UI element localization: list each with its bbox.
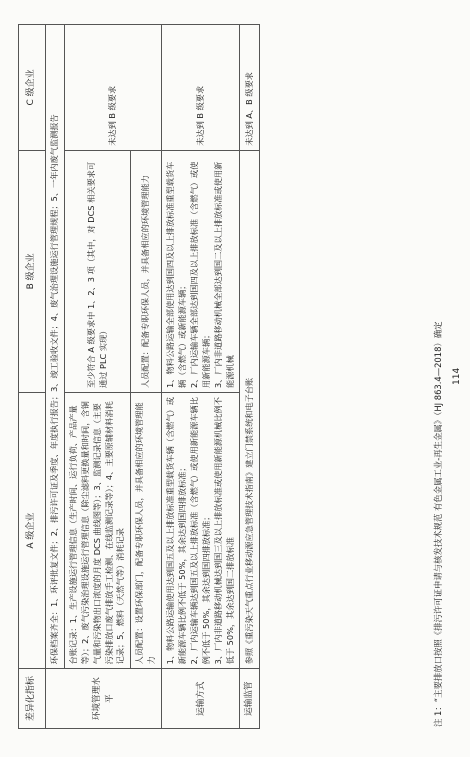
row-label-transport: 运输方式 [162,669,240,729]
cell-transport-c: 未达到 B 级要求 [162,25,240,151]
cell-supervision-c: 未达到 A、B 级要求 [240,25,259,151]
cell-ledger-a: 台账记录：1、生产设施运行管理信息（生产时间、运行负荷、产品产量等）；2、废气污染治理设施运行管理信息（除尘滤料更换量和时间，含铜气量和污染物出口浓度的月度 DCS 曲线图等）；3、监测记录信息（主要污染排放口废气排放手工检测、在线监测记录等）；4、主要原辅材料消耗记录；5、燃料（天然气等）消耗记录 [64,392,130,668]
table-header-row [19,25,46,729]
header-grade-b: B 级企业 [19,150,46,392]
row-label-supervision: 运输监管 [240,669,259,729]
comparison-table [18,24,260,729]
row-label-env-mgmt: 环境管理水平 [46,669,162,729]
cell-archive: 环保档案齐全：1、环评批复文件；2、排污许可证及季度、年度执行报告；3、竣工验收文件；4、废气治理设施运行管理规程；5、一年内废气监测报告 [46,25,65,669]
table-row [46,25,65,729]
cell-staff-b: 人员配置：配备专职环保人员，并具备相应的环境管理能力 [131,150,162,392]
table-row [162,25,240,729]
table-row [64,25,130,729]
cell-staff-a: 人员配置：设置环保部门，配备专职环保人员，并具备相应的环境管理能力 [131,392,162,668]
footnote: 注 1：“主要排放口按照《排污许可证申请与核发技术规范 有色金属工业-再生金属》（HJ 863.4—2018）确定 [433,321,443,727]
cell-supervision-ab: 参照《重污染天气重点行业移动源应急管理技术指南》建立门禁系统和电子台账 [240,150,259,669]
header-grade-a: A 级企业 [19,392,46,668]
cell-transport-b: 1、物料公路运输全部使用达到国四及以上排放标准重型载货车辆（含燃气）或新能源车辆； 2、厂内运输车辆全部达到国四及以上排放标准（含燃气）或使用新能源车辆； 3、厂内非道路移动机械全部达到国二及以上排放标准或使用新能源机械 [162,150,240,392]
cell-transport-a: 1、物料公路运输使用达到国五及以上排放标准重型载货车辆（含燃气）或新能源车辆比例不低于 50%，其余达到国四排放标准； 2、厂内运输车辆达到国五及以上排放标准（含燃气）或使用新能源车辆比例不低于 50%，其余达到国四排放标准； 3、厂内非道路移动机械达到国三及以上排放标准或使用新能源机械比例不低于 50%，其余达到国二排放标准 [162,392,240,668]
header-indicator: 差异化指标 [19,669,46,729]
cell-ledger-c: 未达到 B 级要求 [64,25,161,151]
cell-ledger-b: 至少符合 A 级要求中 1、2、3 项（其中，对 DCS 相关要求可通过 PLC 实现） [64,150,130,392]
header-grade-c: C 级企业 [19,25,46,151]
table-row [240,25,259,729]
page-number: 114 [452,367,462,385]
